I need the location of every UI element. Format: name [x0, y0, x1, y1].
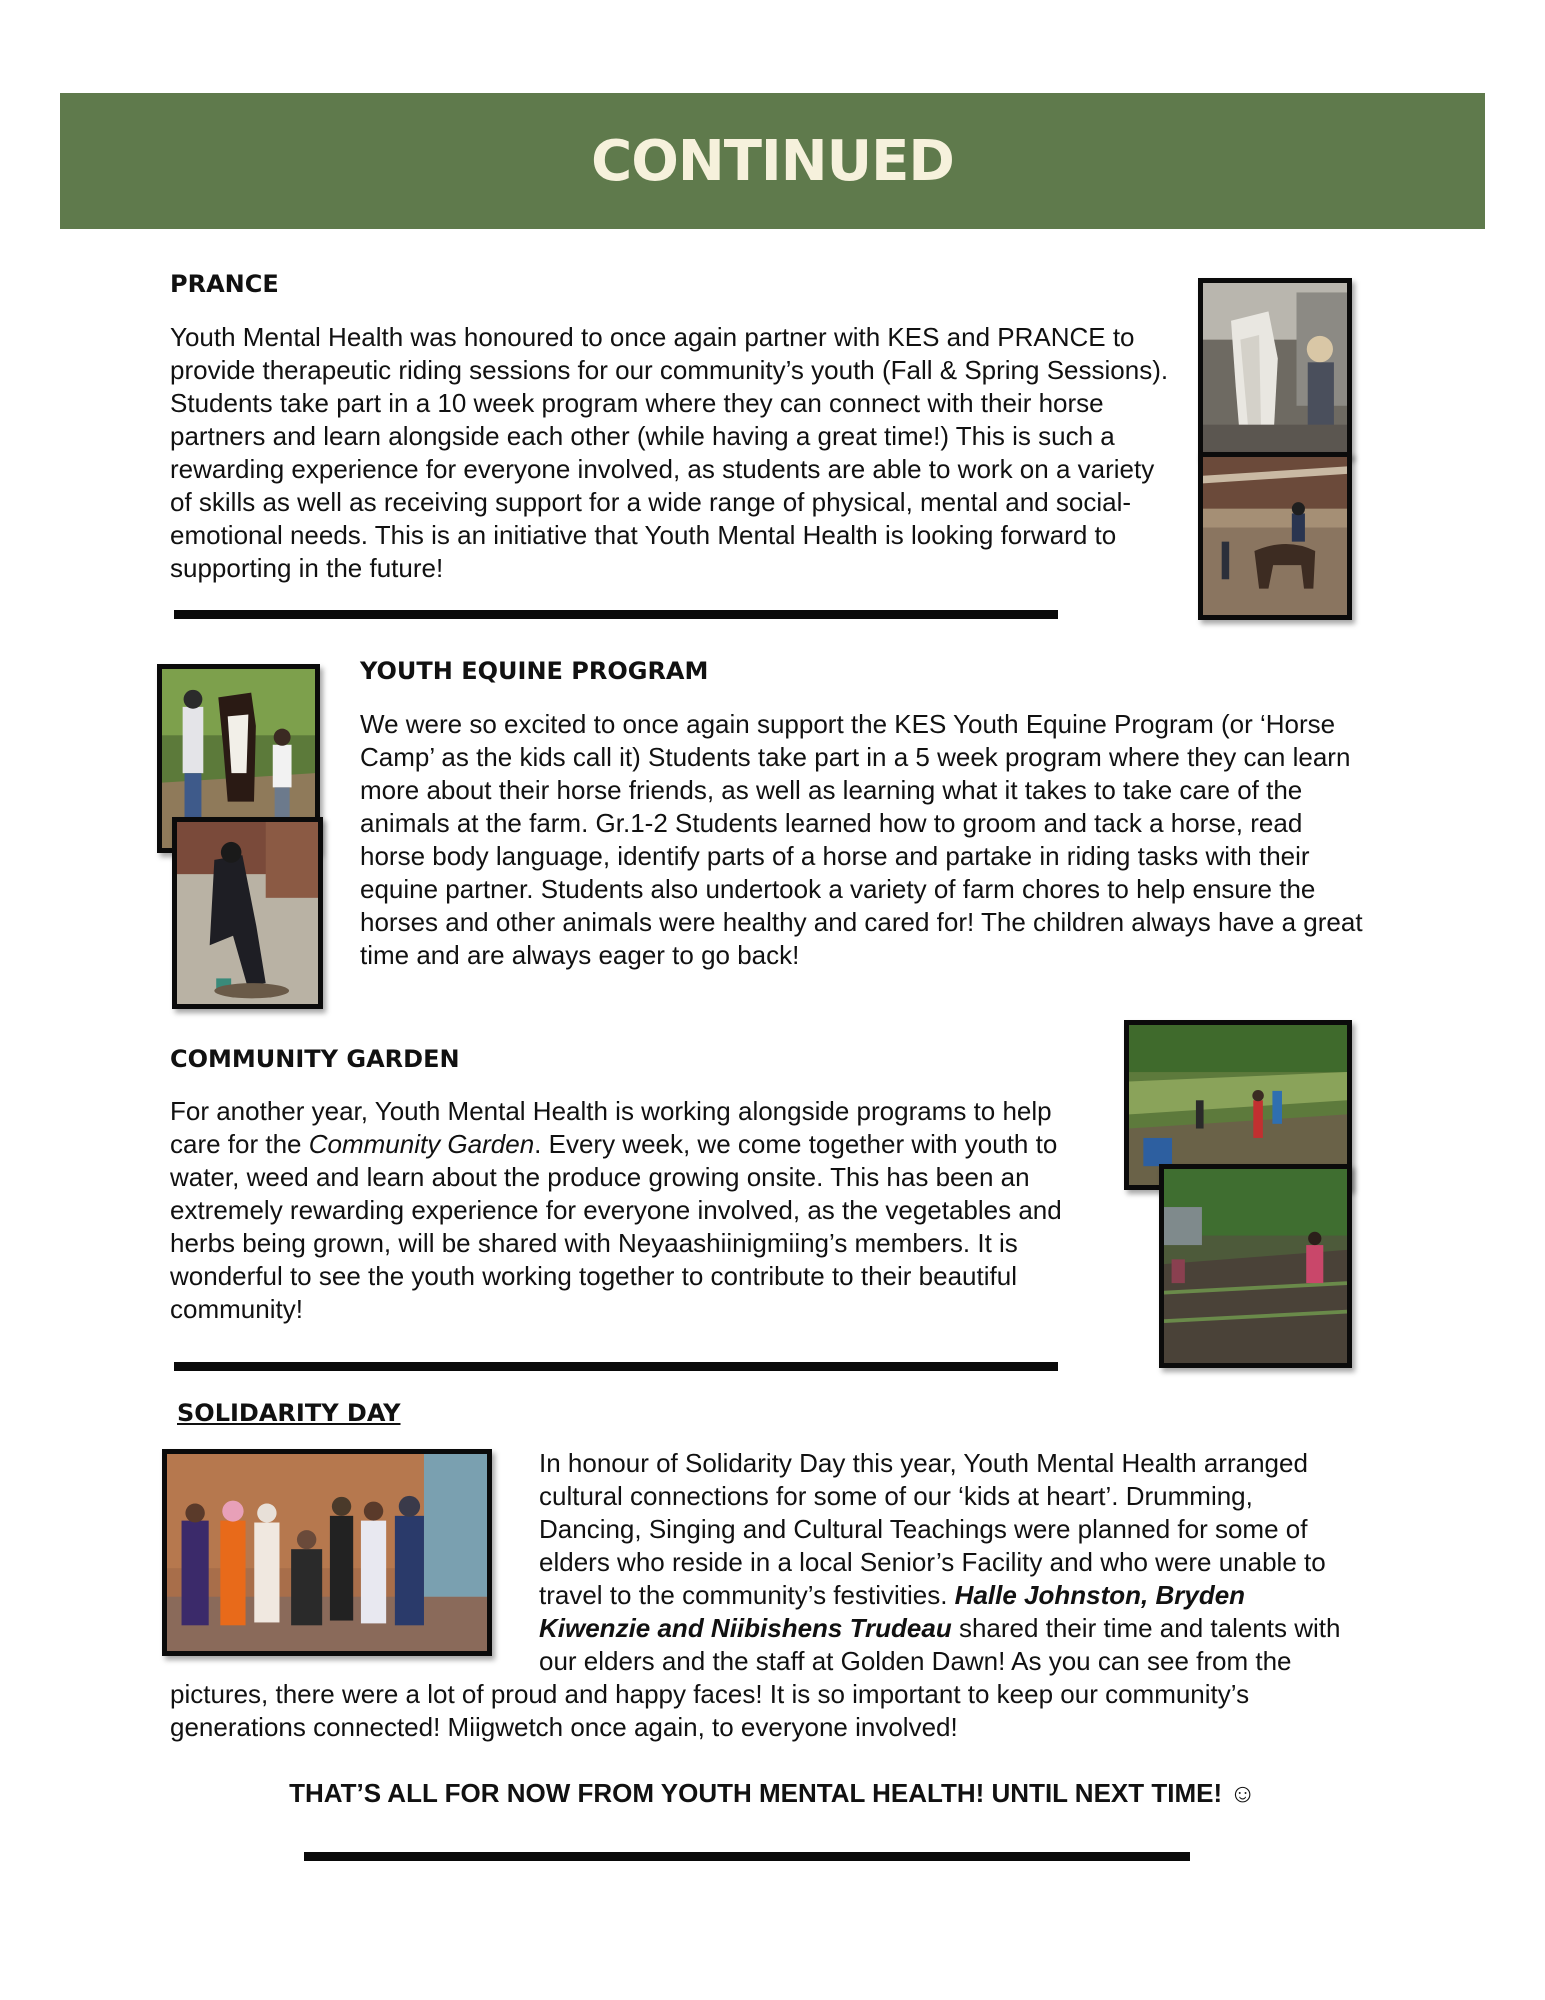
header-banner [60, 93, 1485, 229]
section-divider [174, 1362, 1058, 1371]
solidarity-heading: SOLIDARITY DAY [177, 1399, 401, 1427]
prance-heading: PRANCE [170, 270, 279, 298]
solidarity-photo-group [162, 1449, 492, 1656]
solidarity-body: In honour of Solidarity Day this year, Youth Mental Health arranged cultural connections for some of our ‘kids at heart’. Drumming, Dancing, Singing and Cultural Teachings were planned for some of elders who reside in a local Senior’s Facility and who were unable to travel to the community’s festivities. Halle Johnston, Bryden Kiwenzie and Niibishens Trudeau shared their time and talents with our elders and the staff at Golden Dawn! As you can see from the pictures, there were a lot of proud and happy faces! It is so important to keep our community’s generations connected! Miigwetch once again, to everyone involved! [170, 1448, 1341, 1742]
footer-divider [304, 1852, 1190, 1861]
equine-body: We were so excited to once again support the KES Youth Equine Program (or ‘Horse Camp’ as the kids call it) Students take part in a 5 week program where they can learn more about their horse friends, as well as learning what it takes to take care of the animals at the farm. Gr.1-2 Students learned how to groom and tack a horse, read horse body language, identify parts of a horse and partake in riding tasks with their equine partner. Students also undertook a variety of farm chores to help ensure the horses and other animals were healthy and cared for! The children always have a great time and are always eager to go back! [360, 709, 1363, 970]
garden-heading: COMMUNITY GARDEN [170, 1045, 460, 1073]
prance-body: Youth Mental Health was honoured to once again partner with KES and PRANCE to provide therapeutic riding sessions for our community’s youth (Fall & Spring Sessions). Students take part in a 10 week program where they can connect with their horse partners and learn alongside each other (while having a great time!) This is such a rewarding experience for everyone involved, as students are able to work on a variety of skills as well as receiving support for a wide range of physical, mental and social-emotional needs. This is an initiative that Youth Mental Health is looking forward to supporting in the future! [170, 322, 1169, 583]
page-title: CONTINUED [591, 128, 954, 194]
prance-photo-horse-barn [1198, 278, 1352, 458]
equine-heading: YOUTH EQUINE PROGRAM [360, 657, 709, 685]
section-divider [174, 610, 1058, 619]
garden-body: For another year, Youth Mental Health is working alongside programs to help care for the Community Garden. Every week, we come together with youth to water, weed and learn about the produce growing onsite. This has been an extremely rewarding experience for everyone involved, as the vegetables and herbs being grown, will be shared with Neyaashiinigmiing’s members. It is wonderful to see the youth working together to contribute to their beautiful community! [170, 1096, 1062, 1324]
prance-photo-arena [1198, 452, 1352, 620]
equine-photo-barn [172, 817, 323, 1009]
garden-photo-planting [1159, 1164, 1352, 1368]
closing-message: THAT’S ALL FOR NOW FROM YOUTH MENTAL HEALTH! UNTIL NEXT TIME! ☺ [289, 1778, 1256, 1808]
